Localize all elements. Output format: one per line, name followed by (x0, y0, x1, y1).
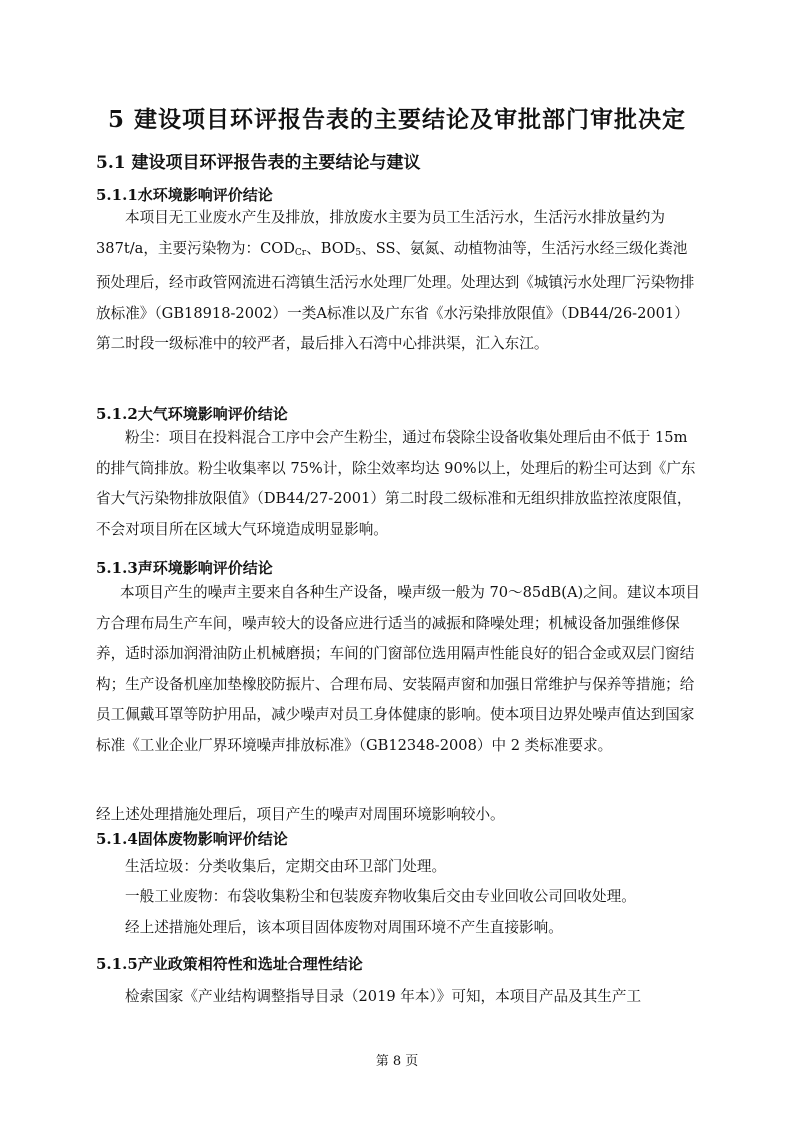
water-text-c: 、SS、氨氮、动植物油等，生活污水经三级化粪池预处理后，经市政管网流进石湾镇生活污水处理厂处理。处理达到《城镇污水处理厂污染物排放标准》（GB18918-2002）一类A标准以及广东省《水污染排放限值》（DB44/26-2001）第二时段一级标准中的较严者，最后排入石湾中心排洪渠，汇入东江。 (96, 239, 695, 352)
chapter-title: 5 建设项目环评报告表的主要结论及审批部门审批决定 (107, 106, 686, 133)
solid-paragraph-2: 一般工业废物：布袋收集粉尘和包装废弃物收集后交由专业回收公司回收处理。 (125, 888, 636, 905)
water-text-b: 、BOD (306, 239, 356, 257)
air-heading: 5.1.2大气环境影响评价结论 (96, 405, 288, 423)
page-number: 第 8 页 (375, 1054, 419, 1069)
noise-paragraph: 本项目产生的噪声主要来自各种生产设备，噪声级一般为 70～85dB(A)之间。建议本项目方合理布局生产车间，噪声较大的设备应进行适当的减振和降噪处理；机械设备加强维修保养，适时添加润滑油防止机械磨损；车间的门窗部位选用隔声性能良好的铝合金或双层门窗结构；生产设备机座加垫橡胶防振片、合理布局、安装隔声窗和加强日常维护与保养等措施；给员工佩戴耳罩等防护用品，减少噪声对员工身体健康的影响。使本项目边界处噪声值达到国家标准《工业企业厂界环境噪声排放标准》（GB12348-2008）中 2 类标准要求。 (96, 584, 700, 754)
policy-paragraph: 检索国家《产业结构调整指导目录（2019 年本）》可知，本项目产品及其生产工 (125, 988, 642, 1005)
water-paragraph (96, 203, 700, 360)
water-cod-subscript: Cr (294, 247, 307, 258)
water-heading: 5.1.1水环境影响评价结论 (96, 186, 273, 204)
section-5-1-heading: 5.1 建设项目环评报告表的主要结论与建议 (96, 153, 421, 173)
noise-conclusion: 经上述处理措施处理后，项目产生的噪声对周围环境影响较小。 (96, 806, 505, 823)
air-paragraph: 粉尘：项目在投料混合工序中会产生粉尘，通过布袋除尘设备收集处理后由不低于 15m 的排气筒排放。粉尘收集率以 75%计，除尘效率均达 90%以上，处理后的粉尘可达到《广东省大气污染物排放限值》（DB44/27-2001）第二时段二级标准和无组织排放监控浓度限值，不会对项目所在区域大气环境造成明显影响。 (96, 429, 696, 538)
solid-heading: 5.1.4固体废物影响评价结论 (96, 830, 288, 848)
solid-paragraph-3: 经上述措施处理后，该本项目固体废物对周围环境不产生直接影响。 (125, 919, 563, 936)
water-text-a: 本项目无工业废水产生及排放，排放废水主要为员工生活污水，生活污水排放量约为 387t/a，主要污染物为：COD (96, 209, 665, 257)
water-bod-subscript: 5 (355, 247, 362, 258)
policy-heading: 5.1.5产业政策相符性和选址合理性结论 (96, 955, 363, 973)
solid-paragraph-1: 生活垃圾：分类收集后，定期交由环卫部门处理。 (125, 858, 447, 875)
noise-heading: 5.1.3声环境影响评价结论 (96, 559, 273, 577)
